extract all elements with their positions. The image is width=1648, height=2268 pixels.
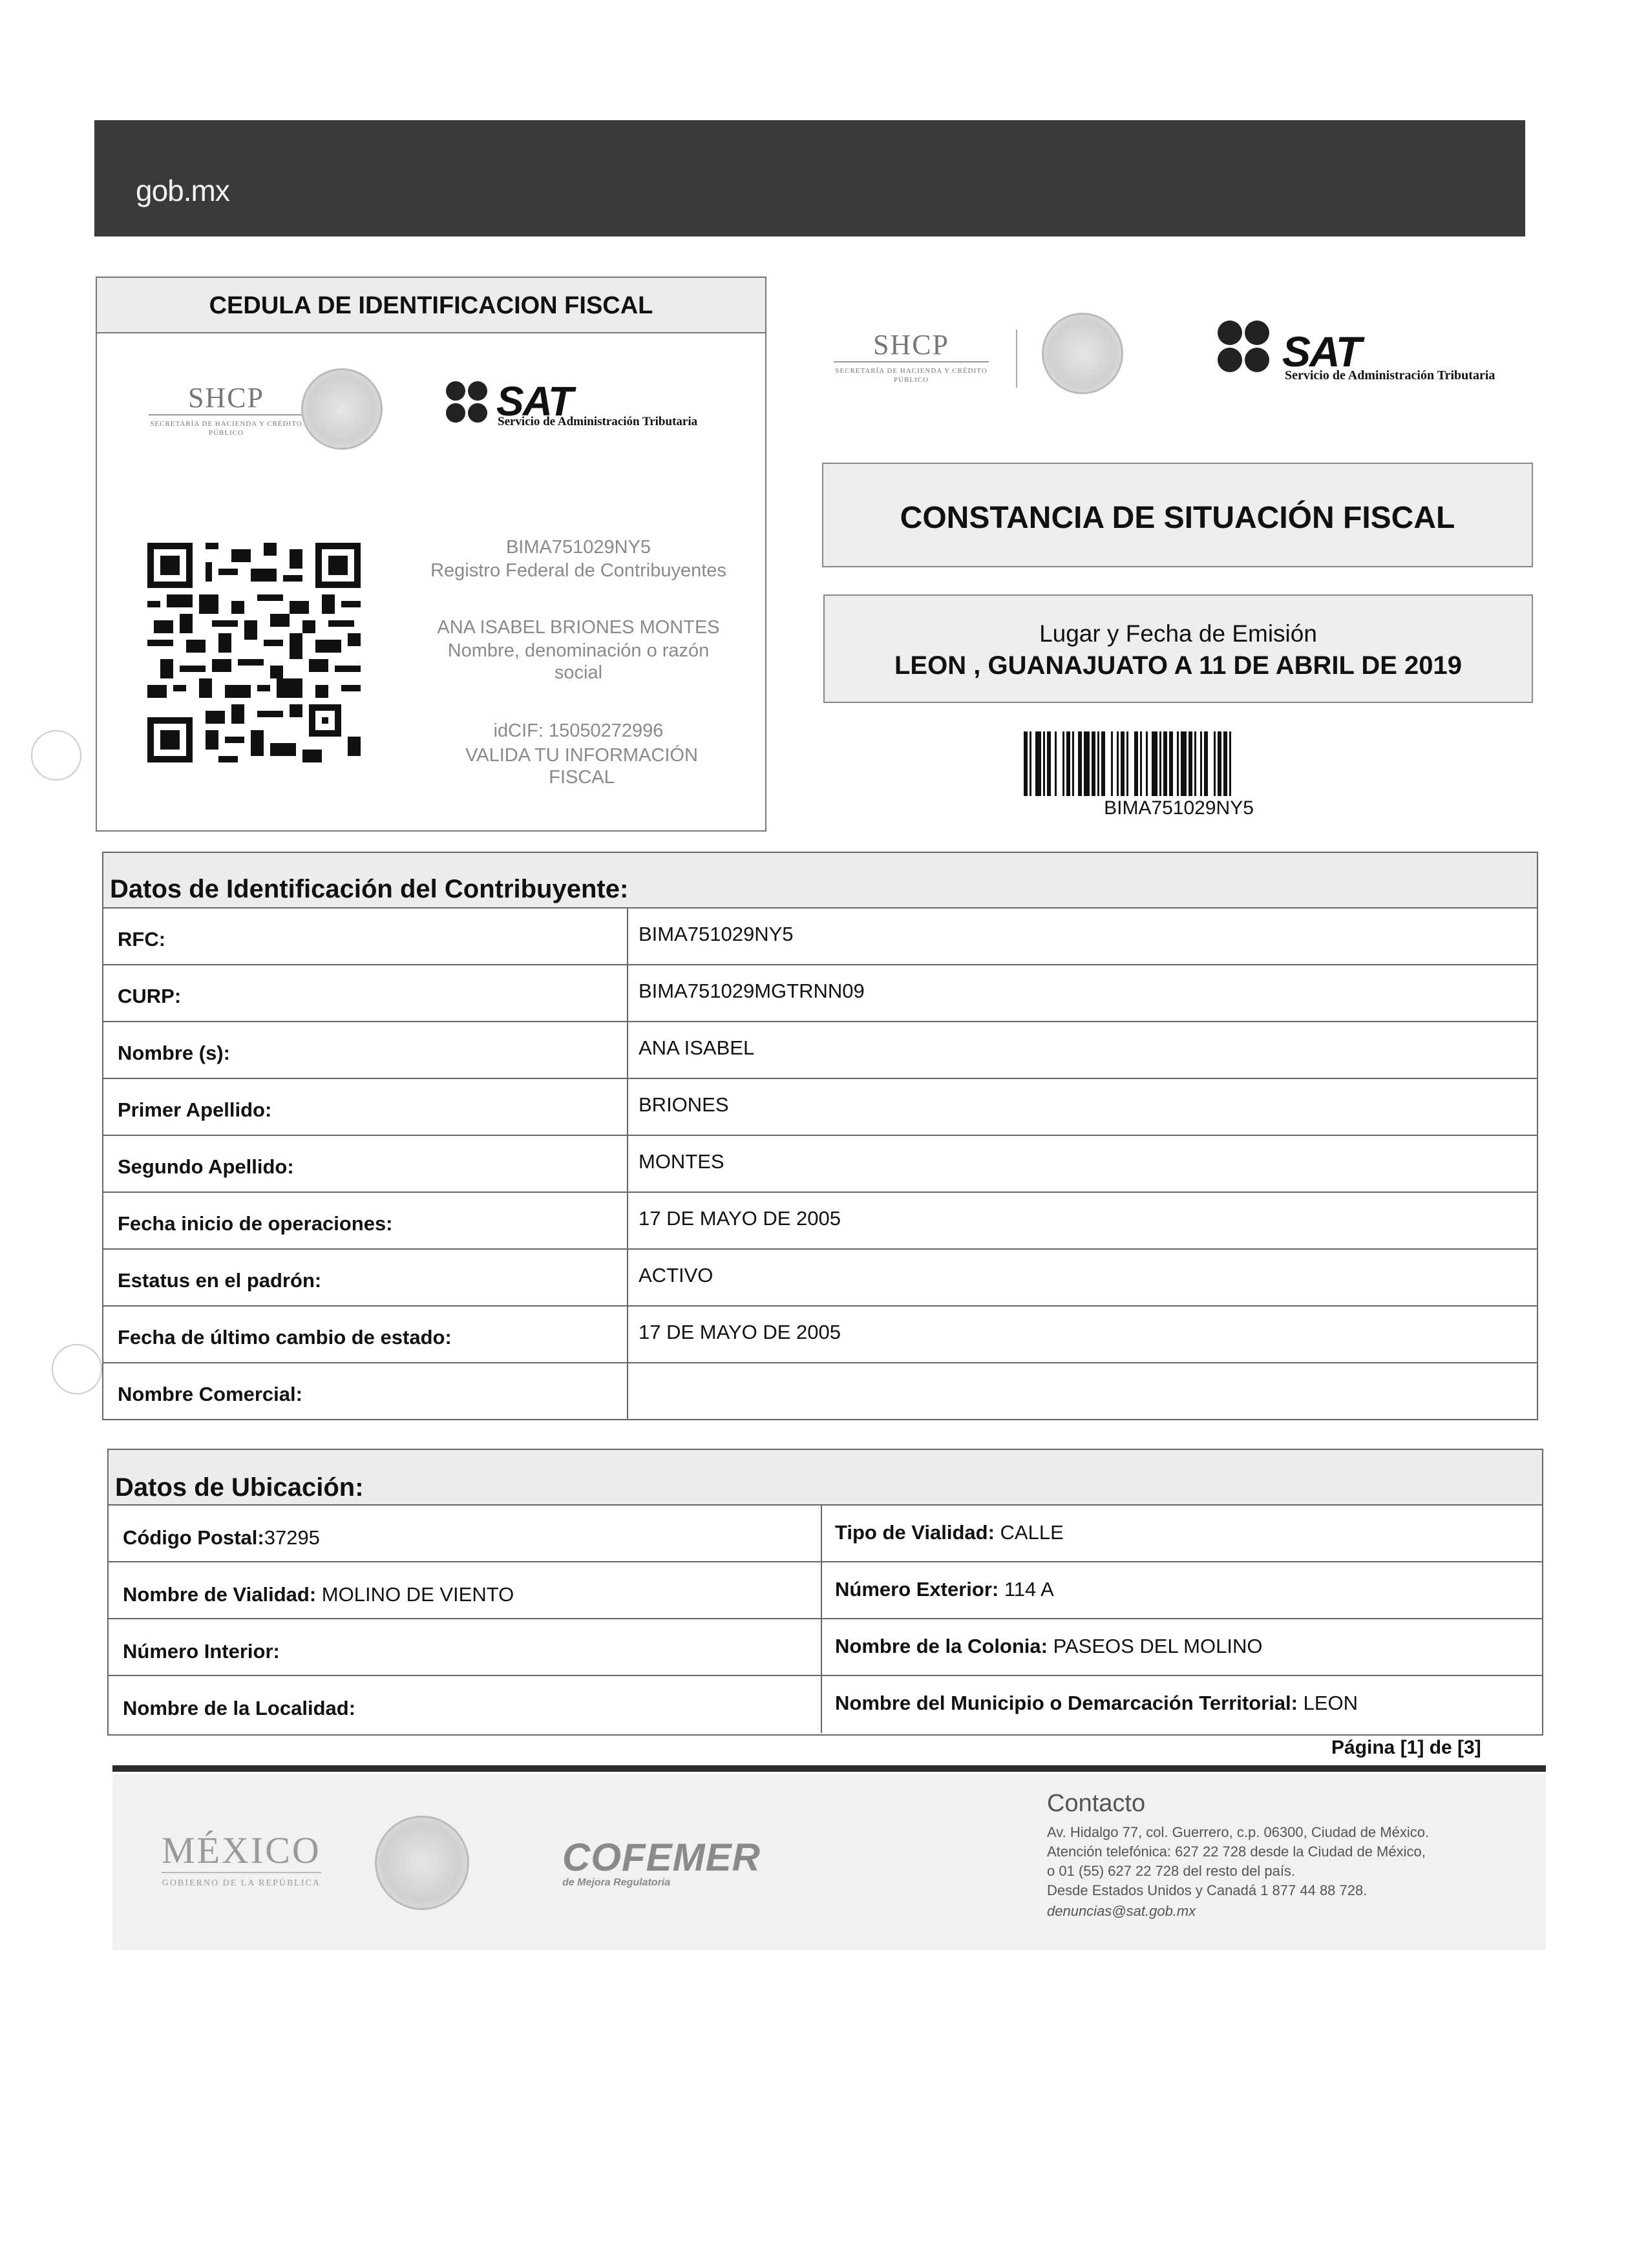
cedula-nombre-label: Nombre, denominación o razón social [447, 640, 710, 683]
table-row [103, 1307, 1537, 1363]
location-left-cell [123, 1640, 280, 1663]
table-row [103, 1363, 1537, 1420]
field-value: ACTIVO [639, 1264, 713, 1286]
column-divider [821, 1506, 822, 1561]
cedula-nombre: ANA ISABEL BRIONES MONTES [437, 617, 720, 638]
constancia-title-box [822, 463, 1533, 567]
coat-of-arms-icon [1042, 313, 1123, 394]
table-row [103, 1079, 1537, 1136]
identificacion-header [103, 853, 1537, 908]
table-row [103, 1136, 1537, 1193]
barcode-icon [1024, 731, 1334, 796]
cedula-rfc-label: Registro Federal de Contribuyentes [430, 560, 726, 581]
column-divider [627, 965, 628, 1021]
cofemer-logo: COFEMER de Mejora Regulatoria [562, 1836, 761, 1888]
punch-hole [31, 730, 81, 781]
location-left-cell [123, 1526, 320, 1549]
field-value: CALLE [994, 1521, 1064, 1544]
coat-of-arms-icon [301, 368, 383, 450]
cedula-title: CEDULA DE IDENTIFICACION FISCAL [209, 292, 653, 319]
contacto-email: denuncias@sat.gob.mx [1047, 1903, 1196, 1919]
field-label: Fecha de último cambio de estado: [118, 1326, 452, 1349]
field-label: Estatus en el padrón: [118, 1269, 322, 1292]
location-right-cell [835, 1692, 1358, 1715]
shcp-logo: SHCP SECRETARÍA DE HACIENDA Y CRÉDITO PÚBLICO [149, 381, 304, 437]
logo-divider [1016, 330, 1017, 388]
contacto-line: o 01 (55) 627 22 728 del resto del país. [1047, 1863, 1296, 1879]
field-label: Nombre de la Colonia: [835, 1635, 1048, 1657]
table-row [103, 1250, 1537, 1307]
contacto-line: Av. Hidalgo 77, col. Guerrero, c.p. 06300, Ciudad de México. [1047, 1824, 1430, 1840]
field-label: RFC: [118, 928, 166, 950]
field-value: MOLINO DE VIENTO [316, 1583, 514, 1606]
column-divider [627, 1079, 628, 1135]
contacto-line: Desde Estados Unidos y Canadá 1 877 44 88 728. [1047, 1882, 1368, 1898]
field-label: Código Postal: [123, 1526, 264, 1549]
field-value: BRIONES [639, 1093, 729, 1116]
column-divider [821, 1676, 822, 1733]
field-value: 37295 [264, 1526, 320, 1549]
cedula-idcif: idCIF: 15050272996 [493, 720, 664, 741]
field-value: LEON [1298, 1692, 1358, 1714]
barcode-text: BIMA751029NY5 [1104, 797, 1254, 819]
cedula-header [97, 278, 765, 333]
top-banner [94, 120, 1525, 236]
field-label: Fecha inicio de operaciones: [118, 1212, 393, 1235]
column-divider [821, 1562, 822, 1618]
field-label: Segundo Apellido: [118, 1155, 294, 1178]
field-label: Nombre Comercial: [118, 1383, 302, 1405]
identificacion-title: Datos de Identificación del Contribuyente: [110, 875, 629, 903]
field-value: 17 DE MAYO DE 2005 [639, 1321, 841, 1343]
mexico-logo: MÉXICO GOBIERNO DE LA REPÚBLICA [162, 1829, 321, 1888]
cedula-rfc: BIMA751029NY5 [505, 537, 651, 558]
field-label: Número Exterior: [835, 1578, 999, 1601]
column-divider [627, 1136, 628, 1192]
punch-hole [52, 1344, 102, 1394]
column-divider [627, 1363, 628, 1420]
location-right-cell [835, 1635, 1262, 1658]
field-value: BIMA751029MGTRNN09 [639, 980, 865, 1002]
ubicacion-section [107, 1449, 1543, 1736]
column-divider [627, 1307, 628, 1362]
column-divider [821, 1619, 822, 1675]
field-label: Nombre de la Localidad: [123, 1697, 356, 1719]
shcp-logo-header: SHCP SECRETARÍA DE HACIENDA Y CRÉDITO PÚBLICO [834, 328, 989, 384]
cedula-box: CEDULA DE IDENTIFICACION FISCAL SHCP SECRETARÍA DE HACIENDA Y CRÉDITO PÚBLICO SAT Servicio de Administración Tributaria [96, 277, 766, 832]
ubicacion-header [109, 1450, 1542, 1506]
field-label: Nombre (s): [118, 1042, 230, 1064]
table-row [109, 1506, 1542, 1562]
table-row [103, 965, 1537, 1022]
table-row [109, 1676, 1542, 1733]
column-divider [627, 1193, 628, 1248]
field-value: ANA ISABEL [639, 1036, 755, 1059]
table-row [109, 1562, 1542, 1619]
table-row [103, 1022, 1537, 1079]
column-divider [627, 1250, 628, 1305]
constancia-title: CONSTANCIA DE SITUACIÓN FISCAL [900, 501, 1455, 535]
field-value: MONTES [639, 1150, 724, 1173]
field-value: 114 A [998, 1578, 1054, 1601]
field-label: Primer Apellido: [118, 1098, 272, 1121]
field-label: Tipo de Vialidad: [835, 1521, 995, 1544]
location-left-cell [123, 1583, 514, 1606]
identificacion-section [102, 852, 1538, 1420]
contacto-title: Contacto [1047, 1790, 1146, 1817]
cedula-valida: VALIDA TU INFORMACIÓN FISCAL [465, 745, 698, 788]
emision-box [823, 594, 1533, 703]
field-value: 17 DE MAYO DE 2005 [639, 1207, 841, 1230]
location-right-cell [835, 1578, 1054, 1601]
field-label: Nombre del Municipio o Demarcación Territorial: [835, 1692, 1298, 1714]
gobmx-logo: gob.mx [136, 174, 229, 207]
footer-divider [112, 1765, 1546, 1772]
field-label: Número Interior: [123, 1640, 280, 1663]
qr-code-icon [147, 543, 361, 762]
table-row [103, 1193, 1537, 1250]
location-left-cell [123, 1697, 355, 1720]
contacto-block [1047, 1790, 1429, 1922]
emision-label: Lugar y Fecha de Emisión [1039, 620, 1317, 647]
field-label: CURP: [118, 985, 182, 1007]
emision-value: LEON , GUANAJUATO A 11 DE ABRIL DE 2019 [894, 651, 1462, 680]
page-number: Página [1] de [3] [1331, 1737, 1481, 1758]
table-row [109, 1619, 1542, 1676]
column-divider [627, 1022, 628, 1078]
coat-of-arms-icon [375, 1816, 469, 1910]
ubicacion-title: Datos de Ubicación: [115, 1473, 364, 1502]
contacto-line: Atención telefónica: 627 22 728 desde la Ciudad de México, [1047, 1843, 1426, 1860]
table-row [103, 908, 1537, 965]
field-value: PASEOS DEL MOLINO [1047, 1635, 1263, 1657]
field-value: BIMA751029NY5 [639, 923, 794, 945]
column-divider [627, 908, 628, 964]
field-label: Nombre de Vialidad: [123, 1583, 317, 1606]
location-right-cell [835, 1521, 1064, 1544]
